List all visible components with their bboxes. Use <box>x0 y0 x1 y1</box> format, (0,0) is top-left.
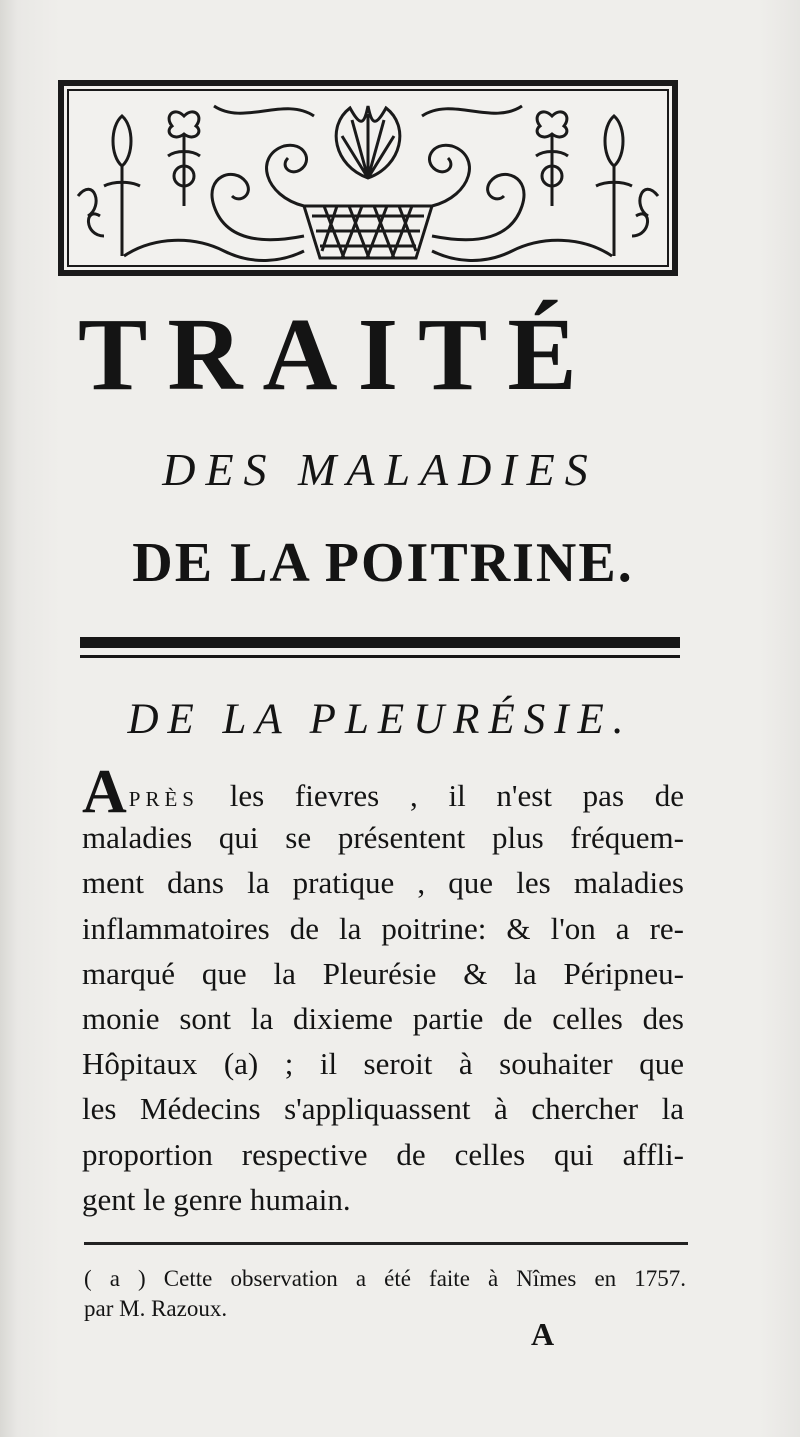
body-line: inflammatoires de la poitrine: & l'on a re- <box>82 910 684 946</box>
body-line: les Médecins s'appliquassent à chercher la <box>82 1091 684 1127</box>
body-line-first <box>82 758 684 826</box>
double-rule-thick <box>80 637 680 648</box>
body-line: maladies qui se présentent plus fréquem- <box>82 820 684 856</box>
first-line-text: les fievres , il n'est pas de <box>198 778 684 813</box>
double-rule-thin <box>80 655 680 658</box>
subtitle-line-2: DE LA POITRINE. <box>132 532 634 594</box>
section-title: DE LA PLEURÉSIE. <box>127 696 633 743</box>
subtitle-line-1: DES MALADIES <box>162 444 598 495</box>
body-line: monie sont la dixieme partie de celles des <box>82 1000 684 1036</box>
ornamental-headpiece <box>58 80 678 276</box>
small-caps-word: PRÈS <box>128 787 199 811</box>
body-line-last: gent le genre humain. <box>82 1181 351 1217</box>
ornament-scroll-icon <box>64 86 672 270</box>
body-line: marqué que la Pleurésie & la Péripneu- <box>82 955 684 991</box>
body-line: proportion respective de celles qui affli- <box>82 1136 684 1172</box>
page-title: TRAITÉ <box>78 297 597 412</box>
footnote-line-1: ( a ) Cette observation a été faite à Nîmes en 1757. <box>84 1266 686 1291</box>
footnote-rule <box>84 1242 688 1245</box>
footnote <box>84 1264 686 1324</box>
signature-mark: A <box>531 1316 555 1352</box>
drop-cap: A <box>82 758 127 826</box>
body-paragraph <box>82 758 684 1222</box>
body-line: ment dans la pratique , que les maladies <box>82 865 684 901</box>
body-line: Hôpitaux (a) ; il seroit à souhaiter que <box>82 1046 684 1082</box>
footnote-line-2: par M. Razoux. <box>84 1296 228 1321</box>
